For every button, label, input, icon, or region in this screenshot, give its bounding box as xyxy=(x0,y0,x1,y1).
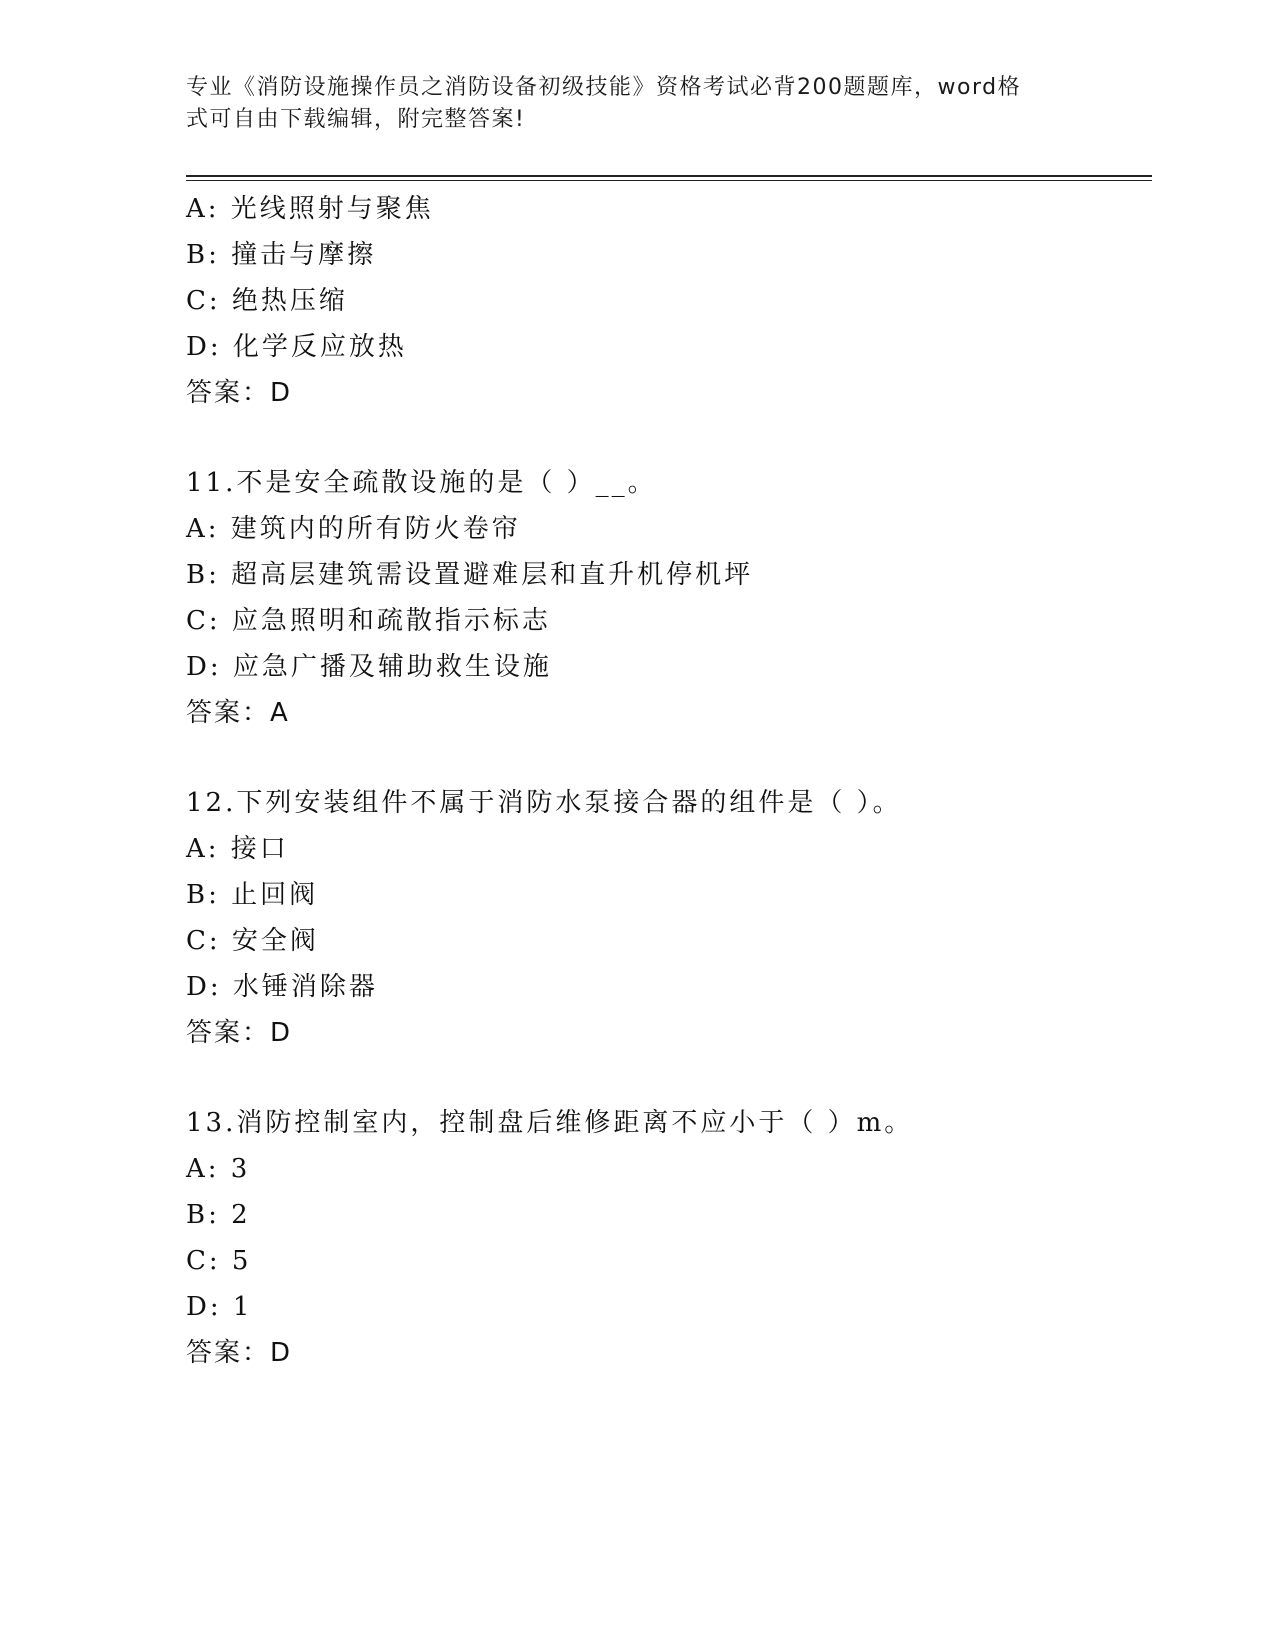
option-a: A: 光线照射与聚焦 xyxy=(186,194,434,224)
question-block xyxy=(186,780,1152,1056)
option-c: C: 应急照明和疏散指示标志 xyxy=(186,606,551,636)
option-b: B: 超高层建筑需设置避难层和直升机停机坪 xyxy=(186,560,754,590)
question-block xyxy=(186,1100,1152,1376)
option-d: D: 水锤消除器 xyxy=(186,972,378,1002)
option-b: B: 止回阀 xyxy=(186,880,319,910)
question-stem: 12.下列安装组件不属于消防水泵接合器的组件是（ ）。 xyxy=(186,788,902,818)
option-a: A: 3 xyxy=(186,1154,251,1184)
header-line-1: 专业《消防设施操作员之消防设备初级技能》资格考试必背200题题库，word格 xyxy=(186,75,1022,100)
option-c: C: 5 xyxy=(186,1246,252,1276)
option-d: D: 化学反应放热 xyxy=(186,332,407,362)
question-list xyxy=(186,186,1152,1376)
option-d: D: 1 xyxy=(186,1292,253,1322)
option-b: B: 撞击与摩擦 xyxy=(186,240,377,270)
question-stem: 13.消防控制室内，控制盘后维修距离不应小于（ ）m。 xyxy=(186,1108,914,1138)
question-stem: 11.不是安全疏散设施的是（ ）__。 xyxy=(186,468,657,498)
option-c: C: 安全阀 xyxy=(186,926,319,956)
header-line-2: 式可自由下载编辑，附完整答案! xyxy=(186,107,526,132)
answer-line: 答案：D xyxy=(186,1018,293,1048)
question-block xyxy=(186,186,1152,416)
option-a: A: 建筑内的所有防火卷帘 xyxy=(186,514,521,544)
answer-line: 答案：D xyxy=(186,378,293,408)
option-d: D: 应急广播及辅助救生设施 xyxy=(186,652,552,682)
answer-line: 答案：A xyxy=(186,698,290,728)
option-b: B: 2 xyxy=(186,1200,251,1230)
question-block xyxy=(186,460,1152,736)
answer-line: 答案：D xyxy=(186,1338,293,1368)
header-divider-thin xyxy=(186,180,1152,181)
header-divider-thick xyxy=(186,175,1152,177)
option-c: C: 绝热压缩 xyxy=(186,286,348,316)
option-a: A: 接口 xyxy=(186,834,289,864)
document-header xyxy=(186,72,1066,136)
